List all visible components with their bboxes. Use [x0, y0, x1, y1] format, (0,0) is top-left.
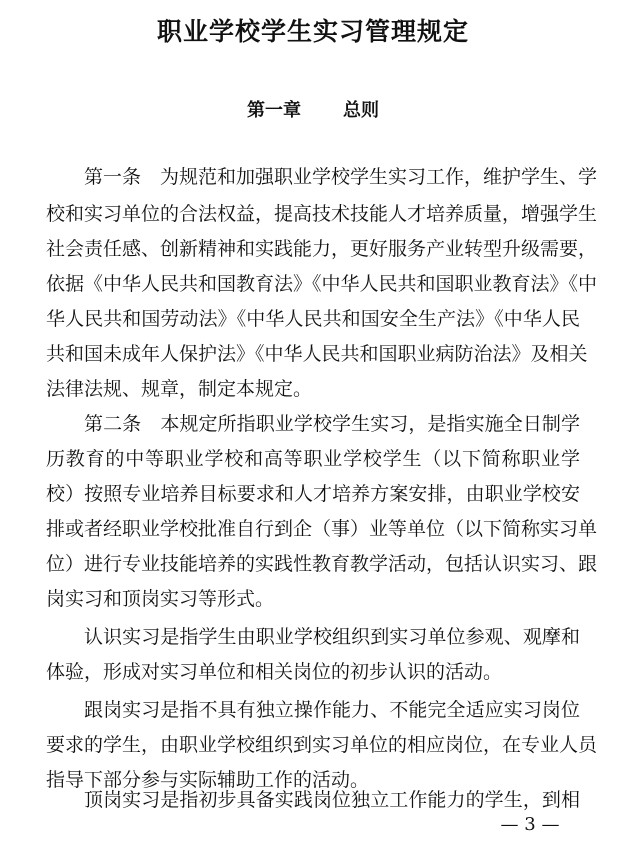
paragraph-line: 体验，形成对实习单位和相关岗位的初步认识的活动。	[46, 661, 503, 683]
document-title: 职业学校学生实习管理规定	[156, 17, 469, 46]
paragraph-line: 第二条 本规定所指职业学校学生实习，是指实施全日制学	[84, 413, 580, 435]
paragraph-line: 岗实习和顶岗实习等形式。	[46, 588, 275, 610]
paragraph-line: 认识实习是指学生由职业学校组织到实习单位参观、观摩和	[84, 626, 580, 648]
chapter-heading	[0, 96, 626, 122]
paragraph-line: 校）按照专业培养目标要求和人才培养方案安排，由职业学校安	[46, 483, 580, 505]
paragraph-line: 第一条 为规范和加强职业学校学生实习工作，维护学生、学	[84, 166, 598, 188]
paragraph-line: 校和实习单位的合法权益，提高技术技能人才培养质量，增强学生	[46, 203, 598, 225]
chapter-name: 总则	[343, 100, 379, 121]
paragraph-line: 跟岗实习是指不具有独立操作能力、不能完全适应实习岗位	[84, 699, 580, 721]
paragraph-line: 历教育的中等职业学校和高等职业学校学生（以下简称职业学	[46, 448, 580, 470]
paragraph-line: 华人民共和国劳动法》《中华人民共和国安全生产法》《中华人民	[46, 308, 580, 330]
paragraph-line: 排或者经职业学校批准自行到企（事）业等单位（以下简称实习单	[46, 518, 598, 540]
paragraph-line: 指导下部分参与实际辅助工作的活动。	[46, 769, 370, 791]
paragraph-line: 位）进行专业技能培养的实践性教育教学活动，包括认识实习、跟	[46, 553, 598, 575]
paragraph-line: 顶岗实习是指初步具备实践岗位独立工作能力的学生，到相	[84, 789, 580, 811]
page-number: — 3 —	[500, 814, 560, 835]
paragraph-line: 要求的学生，由职业学校组织到实习单位的相应岗位，在专业人员	[46, 734, 598, 756]
paragraph-line: 法律法规、规章，制定本规定。	[46, 378, 313, 400]
chapter-number: 第一章	[247, 100, 301, 121]
paragraph-line: 依据《中华人民共和国教育法》《中华人民共和国职业教育法》《中	[46, 273, 598, 295]
paragraph-line: 社会责任感、创新精神和实践能力，更好服务产业转型升级需要，	[46, 238, 598, 260]
paragraph-line: 共和国未成年人保护法》《中华人民共和国职业病防治法》及相关	[46, 343, 588, 365]
